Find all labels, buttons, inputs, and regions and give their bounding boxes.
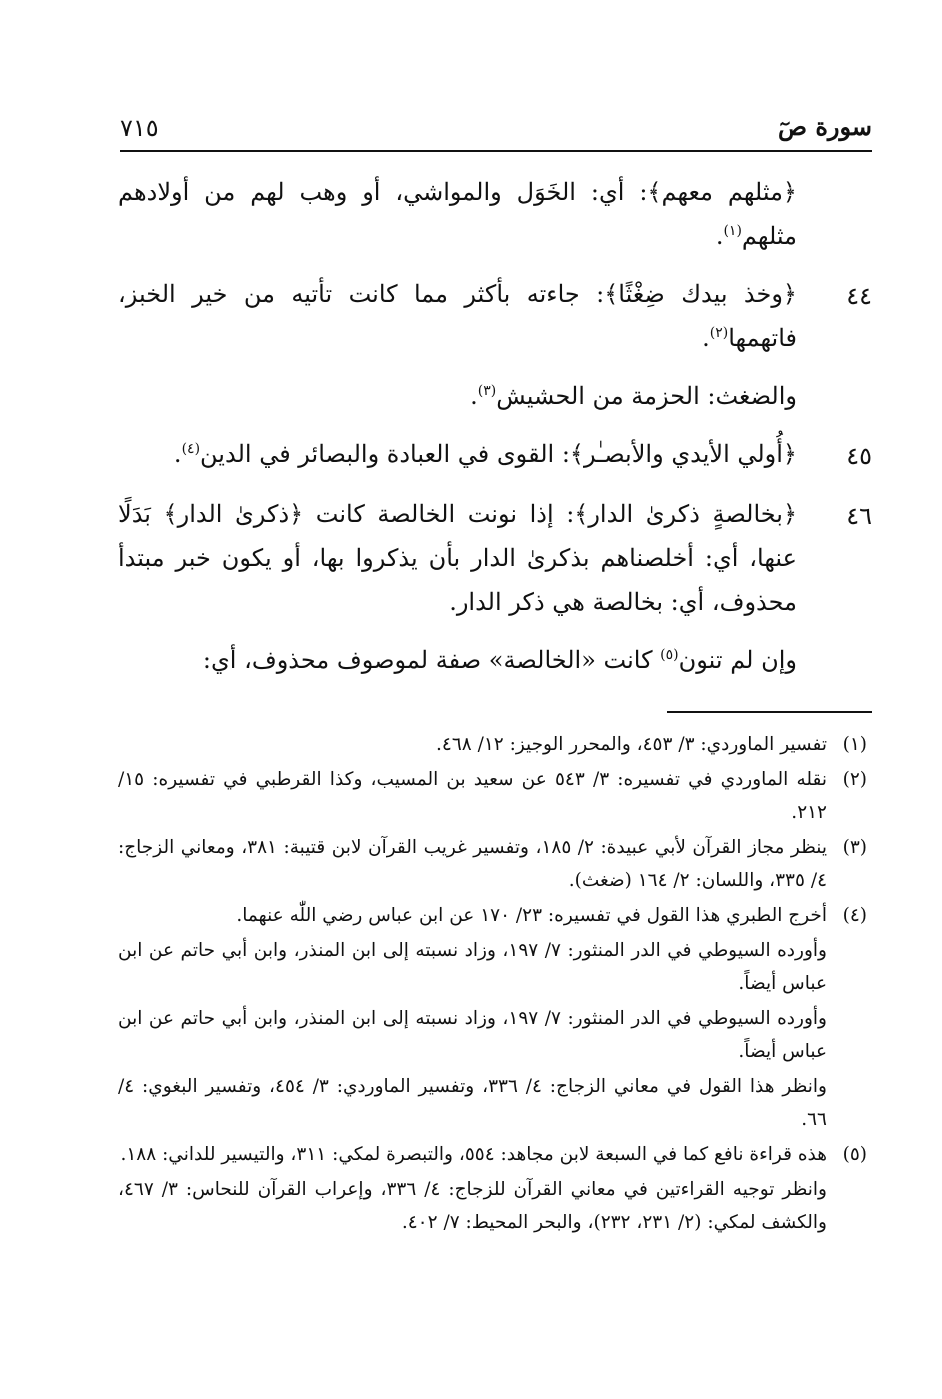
surah-title: سورة صٓ	[777, 112, 872, 141]
footnote	[118, 899, 867, 1136]
verse-commentary: ﴿مثلهم معهم﴾: أي: الخَوَل والمواشي، أو وهب لهم من أولادهم مثلهم$^{(١)}$.	[118, 178, 797, 250]
main-text	[118, 170, 872, 696]
footnote-ref: (٢)	[709, 325, 729, 341]
verse-commentary: والضغث: الحزمة من الحشيش$^{(٣)}$.	[470, 382, 797, 410]
footnotes	[118, 728, 867, 1241]
verse-entry	[118, 170, 872, 258]
running-header	[120, 112, 872, 152]
footnote	[118, 728, 867, 761]
verse-entry	[118, 492, 872, 624]
page-number: ٧١٥	[120, 114, 159, 142]
footnote-text: نقله الماوردي في تفسيره: ٣/ ٥٤٣ عن سعيد بن المسيب، وكذا القرطبي في تفسيره: ١٥/ ٢١٢.	[118, 769, 827, 823]
footnote-ref: (٤)	[181, 441, 201, 457]
footnote-number: (١)	[842, 734, 867, 755]
footnote	[118, 831, 867, 897]
footnote-number: (٤)	[842, 905, 867, 926]
verse-number	[797, 638, 872, 640]
verse-entry	[118, 272, 872, 360]
footnote-text: تفسير الماوردي: ٣/ ٤٥٣، والمحرر الوجيز: ١٢/ ٤٦٨.	[436, 734, 827, 755]
footnote-number: (٣)	[842, 837, 867, 858]
verse-number: ٤٤	[846, 282, 872, 310]
footnote-ref: (٣)	[477, 383, 497, 399]
verse-entry	[118, 432, 872, 478]
verse-commentary: ﴿وخذ بيدك ضِغْثًا﴾: جاءته بأكثر مما كانت تأتيه من خير الخبز، فاتهمها$^{(٢)}$.	[118, 280, 797, 352]
verse-number: ٤٦	[846, 502, 872, 530]
verse-number: ٤٥	[846, 442, 872, 470]
footnote	[118, 763, 867, 829]
footnote-number: (٥)	[842, 1144, 867, 1165]
footnote-text: هذه قراءة نافع كما في السبعة لابن مجاهد: ٥٥٤، والتبصرة لمكي: ٣١١، والتيسير للداني: ١٨٨. وانظر توجيه القراءتين في معاني القرآن للزجاج: ٤/ ٣٣٦، وإعراب القرآن للنحاس: ٣/ ٤٦٧، والكشف لمكي: (٢/ ٢٣١، ٢٣٢)، والبحر المحيط: ٧/ ٤٠٢.	[118, 1144, 827, 1233]
footnote-separator	[667, 711, 872, 713]
footnote	[118, 1138, 867, 1239]
verse-commentary: ﴿بخالصةٍ ذكرىٰ الدار﴾: إذا نونت الخالصة كانت ﴿ذكرىٰ الدار﴾ بَدَلًا عنها، أي: أخلصناهم بذكرىٰ الدار بأن يذكروا بها، أو يكون خبر مبتدأ محذوف، أي: بخالصة هي ذكر الدار.	[118, 500, 798, 616]
verse-number	[797, 170, 872, 172]
verse-commentary: ﴿أُولي الأيدي والأبصـٰر﴾: القوى في العبادة والبصائر في الدين$^{(٤)}$.	[173, 440, 797, 468]
footnote-number: (٢)	[842, 769, 867, 790]
verse-entry	[118, 638, 872, 682]
verse-entry	[118, 374, 872, 418]
verse-number	[797, 374, 872, 376]
verse-commentary: وإن لم تنون$^{(٥)}$ كانت «الخالصة» صفة لموصوف محذوف، أي:	[202, 646, 797, 674]
footnote-text: أخرج الطبري هذا القول في تفسيره: ٢٣/ ١٧٠ عن ابن عباس رضي اللّٰه عنهما. وأورده السيوطي في الدر المنثور: ٧/ ١٩٧، وزاد نسبته إلى ابن المنذر، وابن أبي حاتم عن ابن عباس أيضاً. وأورده السيوطي في الدر المنثور: ٧/ ١٩٧، وزاد نسبته إلى ابن المنذر، وابن أبي حاتم عن ابن عباس أيضاً. وانظر هذا القول في معاني الزجاج: ٤/ ٣٣٦، وتفسير الماوردي: ٣/ ٤٥٤، وتفسير البغوي: ٤/ ٦٦.	[118, 905, 827, 1130]
footnote-ref: (٥)	[660, 647, 679, 663]
footnote-text: ينظر مجاز القرآن لأبي عبيدة: ٢/ ١٨٥، وتفسير غريب القرآن لابن قتيبة: ٣٨١، ومعاني الزجاج: ٤/ ٣٣٥، واللسان: ٢/ ١٦٤ (ضغث).	[118, 837, 828, 891]
footnote-ref: (١)	[723, 223, 742, 239]
